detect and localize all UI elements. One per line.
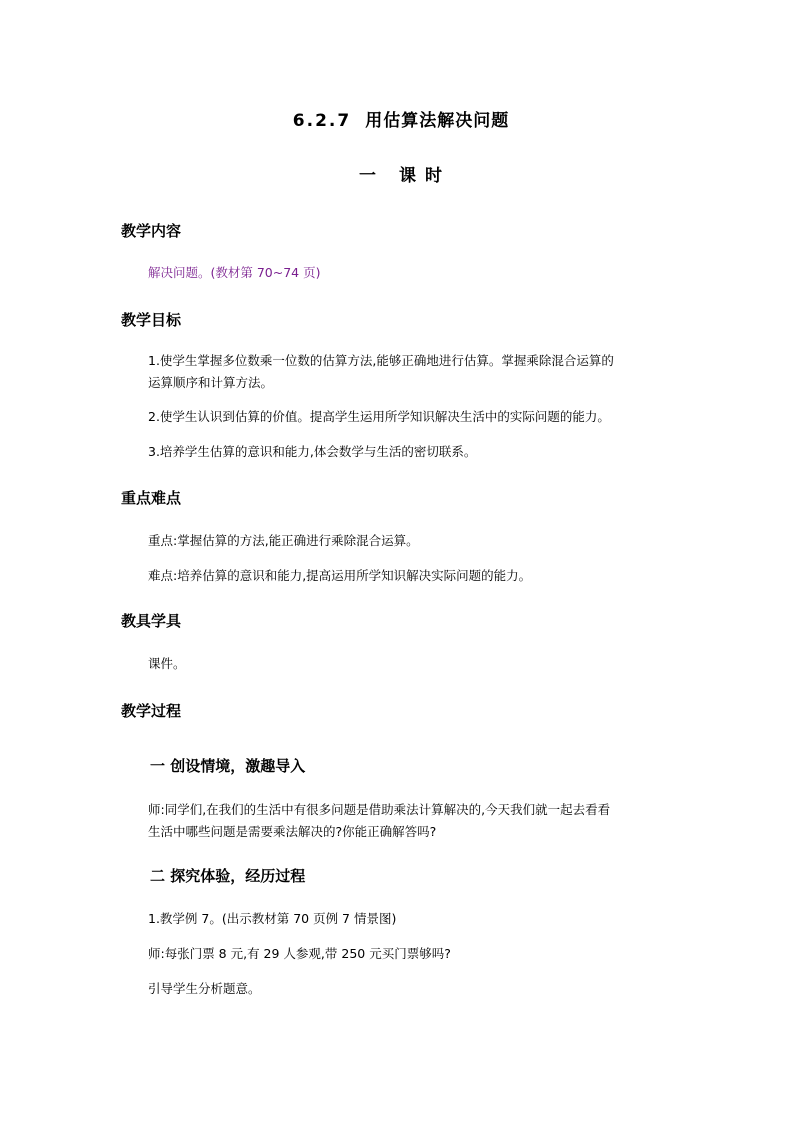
process-step-2-item-3: 引导学生分析题意。 <box>148 981 261 996</box>
process-step-1-line-2: 生活中哪些问题是需要乘法解决的?你能正确解答吗? <box>148 824 437 839</box>
goal-item-2: 2.使学生认识到估算的价值。提高学生运用所学知识解决生活中的实际问题的能力。 <box>148 409 610 424</box>
lesson-label-part2: 课 <box>399 166 417 186</box>
goal-item-3: 3.培养学生估算的意识和能力,体会数学与生活的密切联系。 <box>148 444 477 459</box>
process-step-1-line-1: 师:同学们,在我们的生活中有很多问题是借助乘法计算解决的,今天我们就一起去看看 <box>148 802 611 817</box>
lesson-label-part3: 时 <box>425 166 443 186</box>
lesson-label-part1: 一 <box>359 166 377 186</box>
process-step-1-heading: 一 创设情境，激趣导入 <box>150 757 306 775</box>
process-step-2-item-2: 师:每张门票 8 元,有 29 人参观,带 250 元买门票够吗? <box>148 946 451 961</box>
process-step-2-item-1: 1.教学例 7。(出示教材第 70 页例 7 情景图) <box>148 911 397 926</box>
section-number: 6.2.7 <box>292 111 352 131</box>
heading-teaching-content: 教学内容 <box>121 222 182 240</box>
page-title <box>0 106 794 131</box>
difficulty-text: 难点:培养估算的意识和能力,提高运用所学知识解决实际问题的能力。 <box>148 568 532 583</box>
teaching-tools-text: 课件。 <box>148 656 186 671</box>
heading-key-points: 重点难点 <box>121 489 182 507</box>
teaching-content-text: 解决问题。(教材第 70~74 页) <box>148 265 321 280</box>
key-point-text: 重点:掌握估算的方法,能正确进行乘除混合运算。 <box>148 533 419 548</box>
goal-item-1-line-1: 1.使学生掌握多位数乘一位数的估算方法,能够正确地进行估算。掌握乘除混合运算的 <box>148 353 614 368</box>
goal-item-1-line-2: 运算顺序和计算方法。 <box>148 375 274 390</box>
title-text: 用估算法解决问题 <box>365 111 510 131</box>
lesson-label <box>0 161 794 186</box>
heading-teaching-tools: 教具学具 <box>121 612 182 630</box>
heading-teaching-process: 教学过程 <box>121 702 182 720</box>
heading-teaching-goals: 教学目标 <box>121 311 182 329</box>
process-step-2-heading: 二 探究体验，经历过程 <box>150 867 306 885</box>
